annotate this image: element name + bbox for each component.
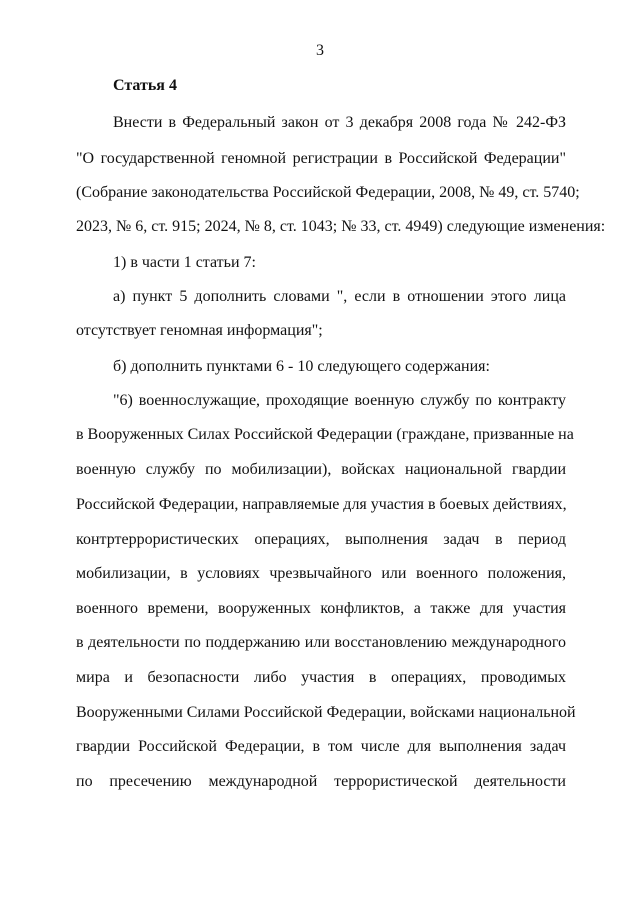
text-line: по пресечению международной террористической деятельности bbox=[76, 773, 566, 790]
text-line: мобилизации, в условиях чрезвычайного или военного положения, bbox=[76, 565, 566, 582]
text-line: военного времени, вооруженных конфликтов, а также для участия bbox=[76, 600, 566, 617]
text-line: гвардии Российской Федерации, в том числе для выполнения задач bbox=[76, 738, 566, 755]
text-line: Российской Федерации, направляемые для участия в боевых действиях, bbox=[76, 496, 567, 513]
text-line: мира и безопасности либо участия в операциях, проводимых bbox=[76, 669, 566, 686]
text-line: военную службу по мобилизации), войсках национальной гвардии bbox=[76, 461, 566, 478]
text-line: "6) военнослужащие, проходящие военную службу по контракту bbox=[113, 392, 566, 409]
page-number: 3 bbox=[316, 42, 324, 59]
text-line: 1) в части 1 статьи 7: bbox=[113, 254, 256, 271]
text-line: б) дополнить пунктами 6 - 10 следующего содержания: bbox=[113, 358, 490, 375]
article-heading: Статья 4 bbox=[113, 77, 177, 94]
text-line: 2023, № 6, ст. 915; 2024, № 8, ст. 1043; № 33, ст. 4949) следующие изменения: bbox=[76, 218, 606, 235]
text-line: отсутствует геномная информация"; bbox=[76, 322, 323, 339]
text-line: в деятельности по поддержанию или восстановлению международного bbox=[76, 634, 566, 651]
text-line: контртеррористических операциях, выполнения задач в период bbox=[76, 531, 566, 548]
text-line: а) пункт 5 дополнить словами ", если в отношении этого лица bbox=[113, 288, 566, 305]
text-line: Вооруженными Силами Российской Федерации, войсками национальной bbox=[76, 704, 576, 721]
text-line: в Вооруженных Силах Российской Федерации (граждане, призванные на bbox=[76, 426, 574, 443]
text-line: "О государственной геномной регистрации в Российской Федерации" bbox=[76, 150, 566, 167]
text-line: Внести в Федеральный закон от 3 декабря 2008 года № 242-ФЗ bbox=[113, 114, 566, 131]
text-line: (Собрание законодательства Российской Федерации, 2008, № 49, ст. 5740; bbox=[76, 184, 580, 201]
